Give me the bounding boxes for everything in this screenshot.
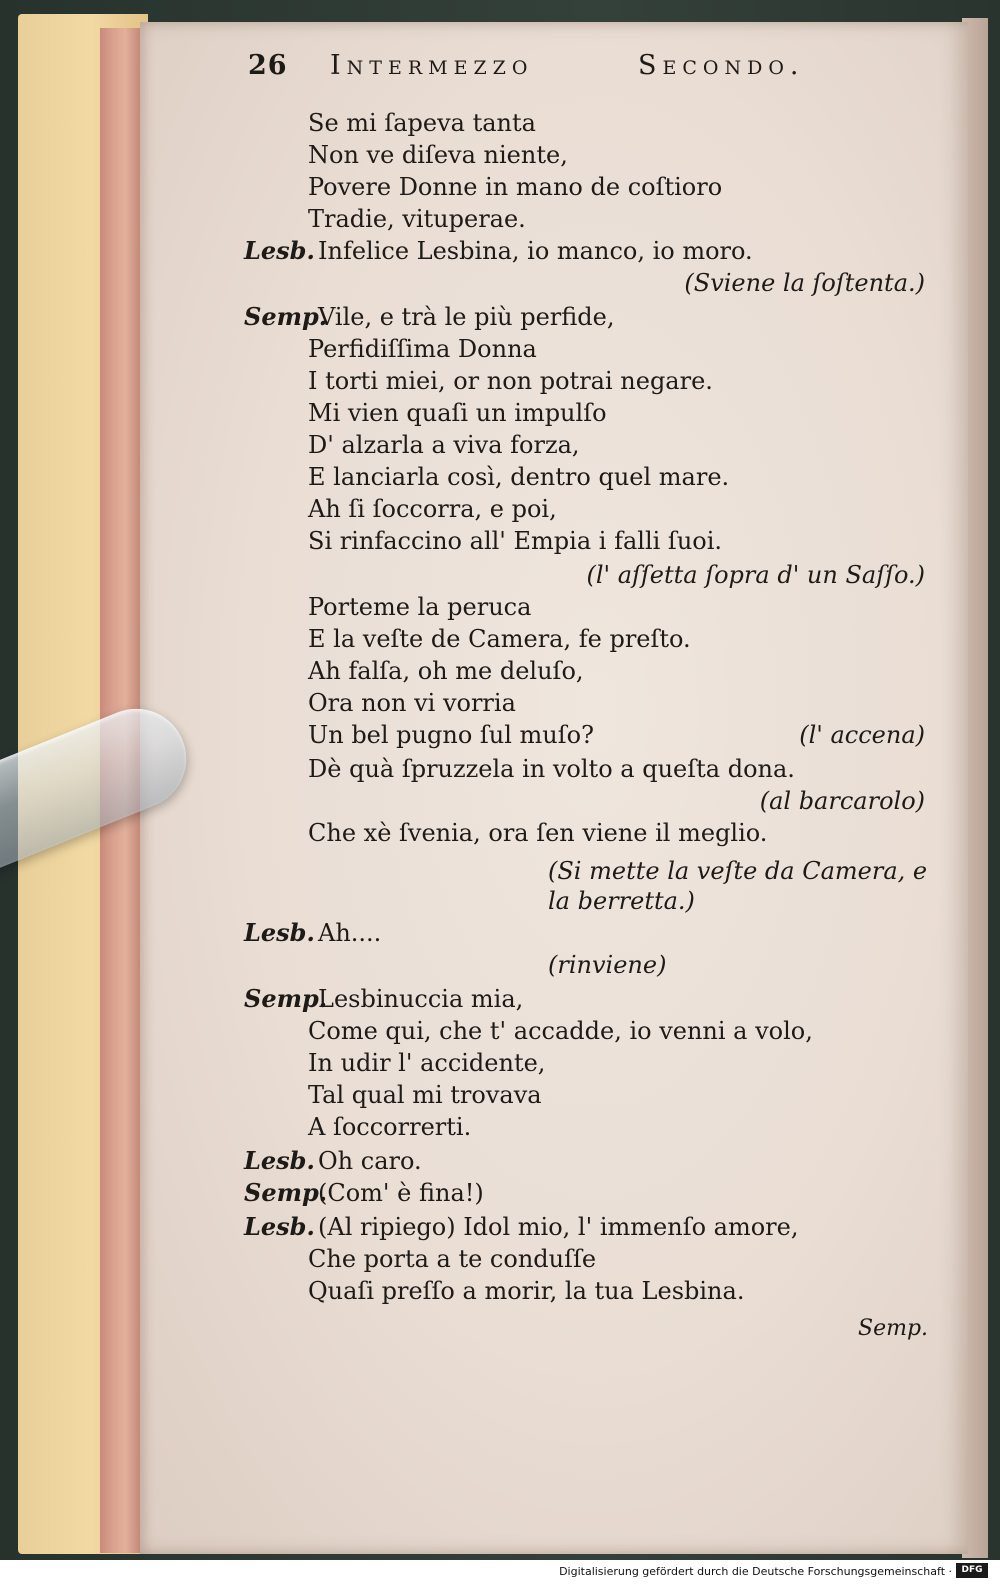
speaker-label: Lesb. xyxy=(244,918,315,947)
verse-line: Mi vien quaſi un impulſo xyxy=(308,399,607,427)
verse-line: Si rinfaccino all' Empia i falli ſuoi. xyxy=(308,527,723,555)
verse-line: Perfidiſſima Donna xyxy=(308,335,537,363)
verse-line: Vile, e trà le più perfide, xyxy=(318,303,615,331)
footer-credit: Digitalisierung gefördert durch die Deutsche Forschungsgemeinschaft · xyxy=(559,1565,952,1578)
verse-line: Ah.... xyxy=(318,919,382,947)
verse-line: Ah falſa, oh me deluſo, xyxy=(308,657,584,685)
page-number: 26 xyxy=(248,50,288,81)
header-title-word1: Intermezzo xyxy=(330,50,534,81)
stage-direction: (Sviene la ſoſtenta.) xyxy=(684,269,925,297)
speaker-label: Semp. xyxy=(244,302,328,331)
catchword: Semp. xyxy=(858,1316,929,1341)
verse-line: Se mi ſapeva tanta xyxy=(308,109,536,137)
speaker-label: Lesb. xyxy=(244,1212,315,1241)
verse-line: Come qui, che t' accadde, io venni a volo, xyxy=(308,1017,813,1045)
verse-line: Non ve diſeva niente, xyxy=(308,141,568,169)
verse-line: Povere Donne in mano de coſtioro xyxy=(308,173,723,201)
verse-line: Infelice Lesbina, io manco, io moro. xyxy=(318,237,753,265)
verse-line: Porteme la peruca xyxy=(308,593,532,621)
header-title-word2: Secondo. xyxy=(638,50,805,81)
verse-line: In udir l' accidente, xyxy=(308,1049,546,1077)
verse-line: Ah ſi ſoccorra, e poi, xyxy=(308,495,557,523)
running-header xyxy=(248,50,805,81)
verse-line: (Al ripiego) Idol mio, l' immenſo amore, xyxy=(318,1213,799,1241)
verse-line: Un bel pugno ſul muſo? xyxy=(308,721,594,749)
speaker-label: Lesb. xyxy=(244,236,315,265)
verse-line: D' alzarla a viva forza, xyxy=(308,431,580,459)
stage-direction: (rinviene) xyxy=(548,951,667,979)
speaker-label: Semp. xyxy=(244,1178,328,1207)
verse-line: E la veſte de Camera, fe preſto. xyxy=(308,625,691,653)
stage-direction: la berretta.) xyxy=(548,887,695,915)
verse-line: Lesbinuccia mia, xyxy=(318,985,524,1013)
verse-line: Tradie, vituperae. xyxy=(308,205,526,233)
verse-line: (Com' è fina!) xyxy=(318,1179,484,1207)
verse-line: Quaſi preſſo a morir, la tua Lesbina. xyxy=(308,1277,745,1305)
speaker-label: Semp. xyxy=(244,984,328,1013)
speaker-label: Lesb. xyxy=(244,1146,315,1175)
stage-direction: (l' aſſetta ſopra d' un Saſſo.) xyxy=(586,561,925,589)
verse-line: Che porta a te conduſſe xyxy=(308,1245,597,1273)
verse-line: Oh caro. xyxy=(318,1147,422,1175)
verse-line: E lanciarla così, dentro quel mare. xyxy=(308,463,730,491)
stage-direction: (al barcarolo) xyxy=(759,787,925,815)
verse-line: Tal qual mi trovava xyxy=(308,1081,542,1109)
verse-line: Che xè ſvenia, ora ſen viene il meglio. xyxy=(308,819,768,847)
stage-direction: (l' accena) xyxy=(799,721,925,749)
verse-line: A ſoccorrerti. xyxy=(308,1113,472,1141)
verse-line: Ora non vi vorria xyxy=(308,689,516,717)
verse-line: Dè quà ſpruzzela in volto a queſta dona. xyxy=(308,755,795,783)
verse-line: I torti miei, or non potrai negare. xyxy=(308,367,713,395)
dfg-logo: DFG xyxy=(956,1563,988,1578)
stage-direction: (Si mette la veſte da Camera, e xyxy=(548,857,928,885)
